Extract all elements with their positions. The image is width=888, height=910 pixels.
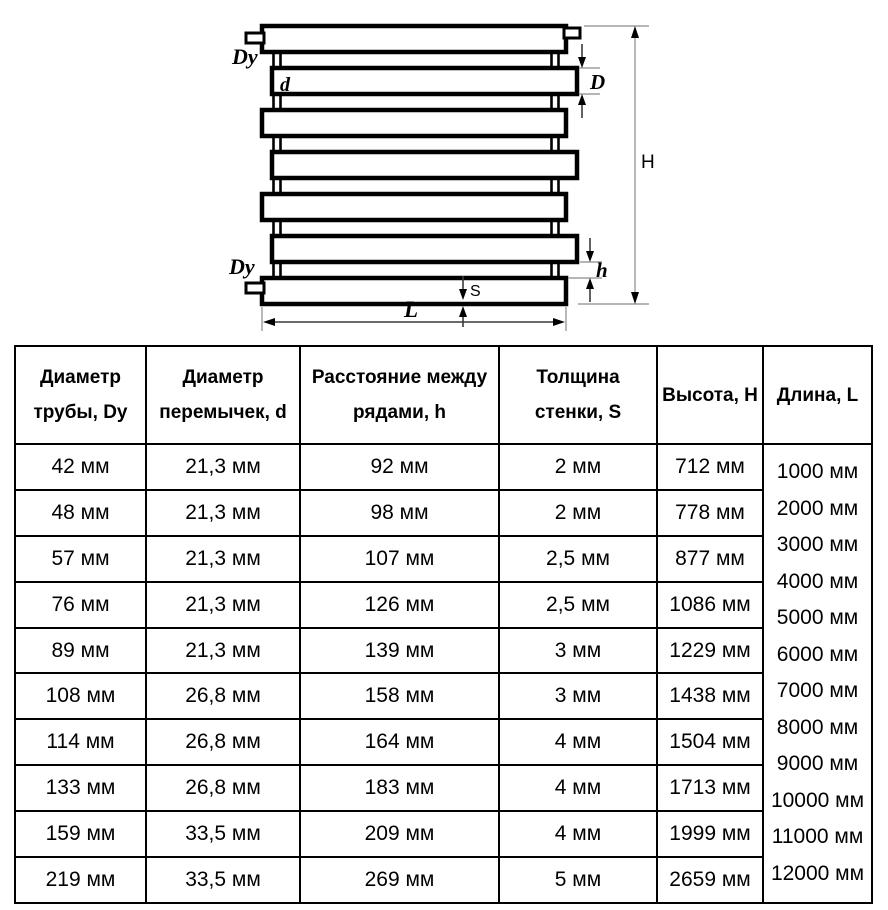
- table-cell: 269 мм: [300, 857, 499, 903]
- label-S: S: [470, 283, 481, 300]
- table-cell: 164 мм: [300, 719, 499, 765]
- table-row: [15, 719, 872, 765]
- table-cell: 2 мм: [499, 490, 657, 536]
- table-row: [15, 765, 872, 811]
- table-cell: 42 мм: [15, 444, 146, 490]
- table-cell: 183 мм: [300, 765, 499, 811]
- table-cell: 26,8 мм: [146, 673, 300, 719]
- table-cell: 57 мм: [15, 536, 146, 582]
- header-wall-thickness: Толщина стенки, S: [499, 346, 657, 444]
- label-L: L: [404, 297, 419, 322]
- table-cell: 4 мм: [499, 719, 657, 765]
- table-cell: 1999 мм: [657, 811, 763, 857]
- length-value: 8000 мм: [776, 715, 859, 739]
- table-cell: 219 мм: [15, 857, 146, 903]
- table-cell: 2659 мм: [657, 857, 763, 903]
- table-cell: 139 мм: [300, 628, 499, 674]
- length-value: 1000 мм: [776, 460, 859, 484]
- header-length: Длина, L: [763, 346, 872, 444]
- table-cell: 107 мм: [300, 536, 499, 582]
- length-value: 12000 мм: [770, 861, 865, 885]
- table-cell: 108 мм: [15, 673, 146, 719]
- table-cell: 2 мм: [499, 444, 657, 490]
- table-cell: 21,3 мм: [146, 444, 300, 490]
- table-row: [15, 811, 872, 857]
- table-cell: 26,8 мм: [146, 765, 300, 811]
- outlet-stub-bottom: [246, 283, 264, 293]
- table-cell: 4 мм: [499, 765, 657, 811]
- table-cell: 2,5 мм: [499, 582, 657, 628]
- table-row: [15, 673, 872, 719]
- label-H: H: [641, 152, 655, 173]
- length-value: 11000 мм: [771, 825, 864, 849]
- table-header: [15, 346, 872, 444]
- table-cell: 1438 мм: [657, 673, 763, 719]
- table-cell: 98 мм: [300, 490, 499, 536]
- length-value: 6000 мм: [776, 642, 859, 666]
- length-value: 4000 мм: [776, 569, 859, 593]
- table-cell: 21,3 мм: [146, 582, 300, 628]
- table-row: [15, 536, 872, 582]
- table-row: [15, 857, 872, 903]
- air-stub-top-right: [564, 28, 580, 38]
- header-pipe-diameter: Диаметр трубы, Dy: [15, 346, 146, 444]
- length-merged-cell: [763, 444, 872, 903]
- table-cell: 209 мм: [300, 811, 499, 857]
- table-row: [15, 628, 872, 674]
- table-cell: 1086 мм: [657, 582, 763, 628]
- register-drawing-svg: [0, 0, 888, 344]
- table-cell: 33,5 мм: [146, 857, 300, 903]
- table-cell: 712 мм: [657, 444, 763, 490]
- length-value: 2000 мм: [776, 496, 859, 520]
- table-cell: 33,5 мм: [146, 811, 300, 857]
- table-cell: 3 мм: [499, 673, 657, 719]
- dimensions-table: [14, 345, 873, 904]
- table-cell: 4 мм: [499, 811, 657, 857]
- table-body: [15, 444, 872, 903]
- header-height: Высота, H: [657, 346, 763, 444]
- table-cell: 26,8 мм: [146, 719, 300, 765]
- table-row: [15, 582, 872, 628]
- table-cell: 5 мм: [499, 857, 657, 903]
- table-cell: 114 мм: [15, 719, 146, 765]
- table-cell: 89 мм: [15, 628, 146, 674]
- register-diagram: [0, 0, 888, 344]
- table-cell: 126 мм: [300, 582, 499, 628]
- label-dy-bottom: Dy: [229, 254, 255, 279]
- length-value: 9000 мм: [776, 752, 859, 776]
- length-value: 10000 мм: [770, 788, 865, 812]
- table-cell: 2,5 мм: [499, 536, 657, 582]
- table-cell: 21,3 мм: [146, 490, 300, 536]
- table-cell: 877 мм: [657, 536, 763, 582]
- table-cell: 1713 мм: [657, 765, 763, 811]
- label-d: d: [280, 74, 290, 96]
- label-h: h: [596, 258, 608, 282]
- table-cell: 778 мм: [657, 490, 763, 536]
- table-cell: 133 мм: [15, 765, 146, 811]
- table-cell: 3 мм: [499, 628, 657, 674]
- header-row-spacing: Расстояние между рядами, h: [300, 346, 499, 444]
- table-cell: 48 мм: [15, 490, 146, 536]
- label-D: D: [590, 70, 606, 94]
- table-cell: 159 мм: [15, 811, 146, 857]
- table-cell: 21,3 мм: [146, 536, 300, 582]
- header-jumper-diameter: Диаметр перемычек, d: [146, 346, 300, 444]
- label-dy-top: Dy: [232, 44, 258, 69]
- table-cell: 1229 мм: [657, 628, 763, 674]
- table-cell: 92 мм: [300, 444, 499, 490]
- table-cell: 158 мм: [300, 673, 499, 719]
- inlet-stub-top: [246, 33, 264, 43]
- table-cell: 76 мм: [15, 582, 146, 628]
- table-cell: 1504 мм: [657, 719, 763, 765]
- tube-rows: [262, 26, 577, 304]
- length-value: 5000 мм: [776, 606, 859, 630]
- table-cell: 21,3 мм: [146, 628, 300, 674]
- length-value: 3000 мм: [776, 533, 859, 557]
- table-row: [15, 444, 872, 490]
- table-row: [15, 490, 872, 536]
- length-value: 7000 мм: [776, 679, 859, 703]
